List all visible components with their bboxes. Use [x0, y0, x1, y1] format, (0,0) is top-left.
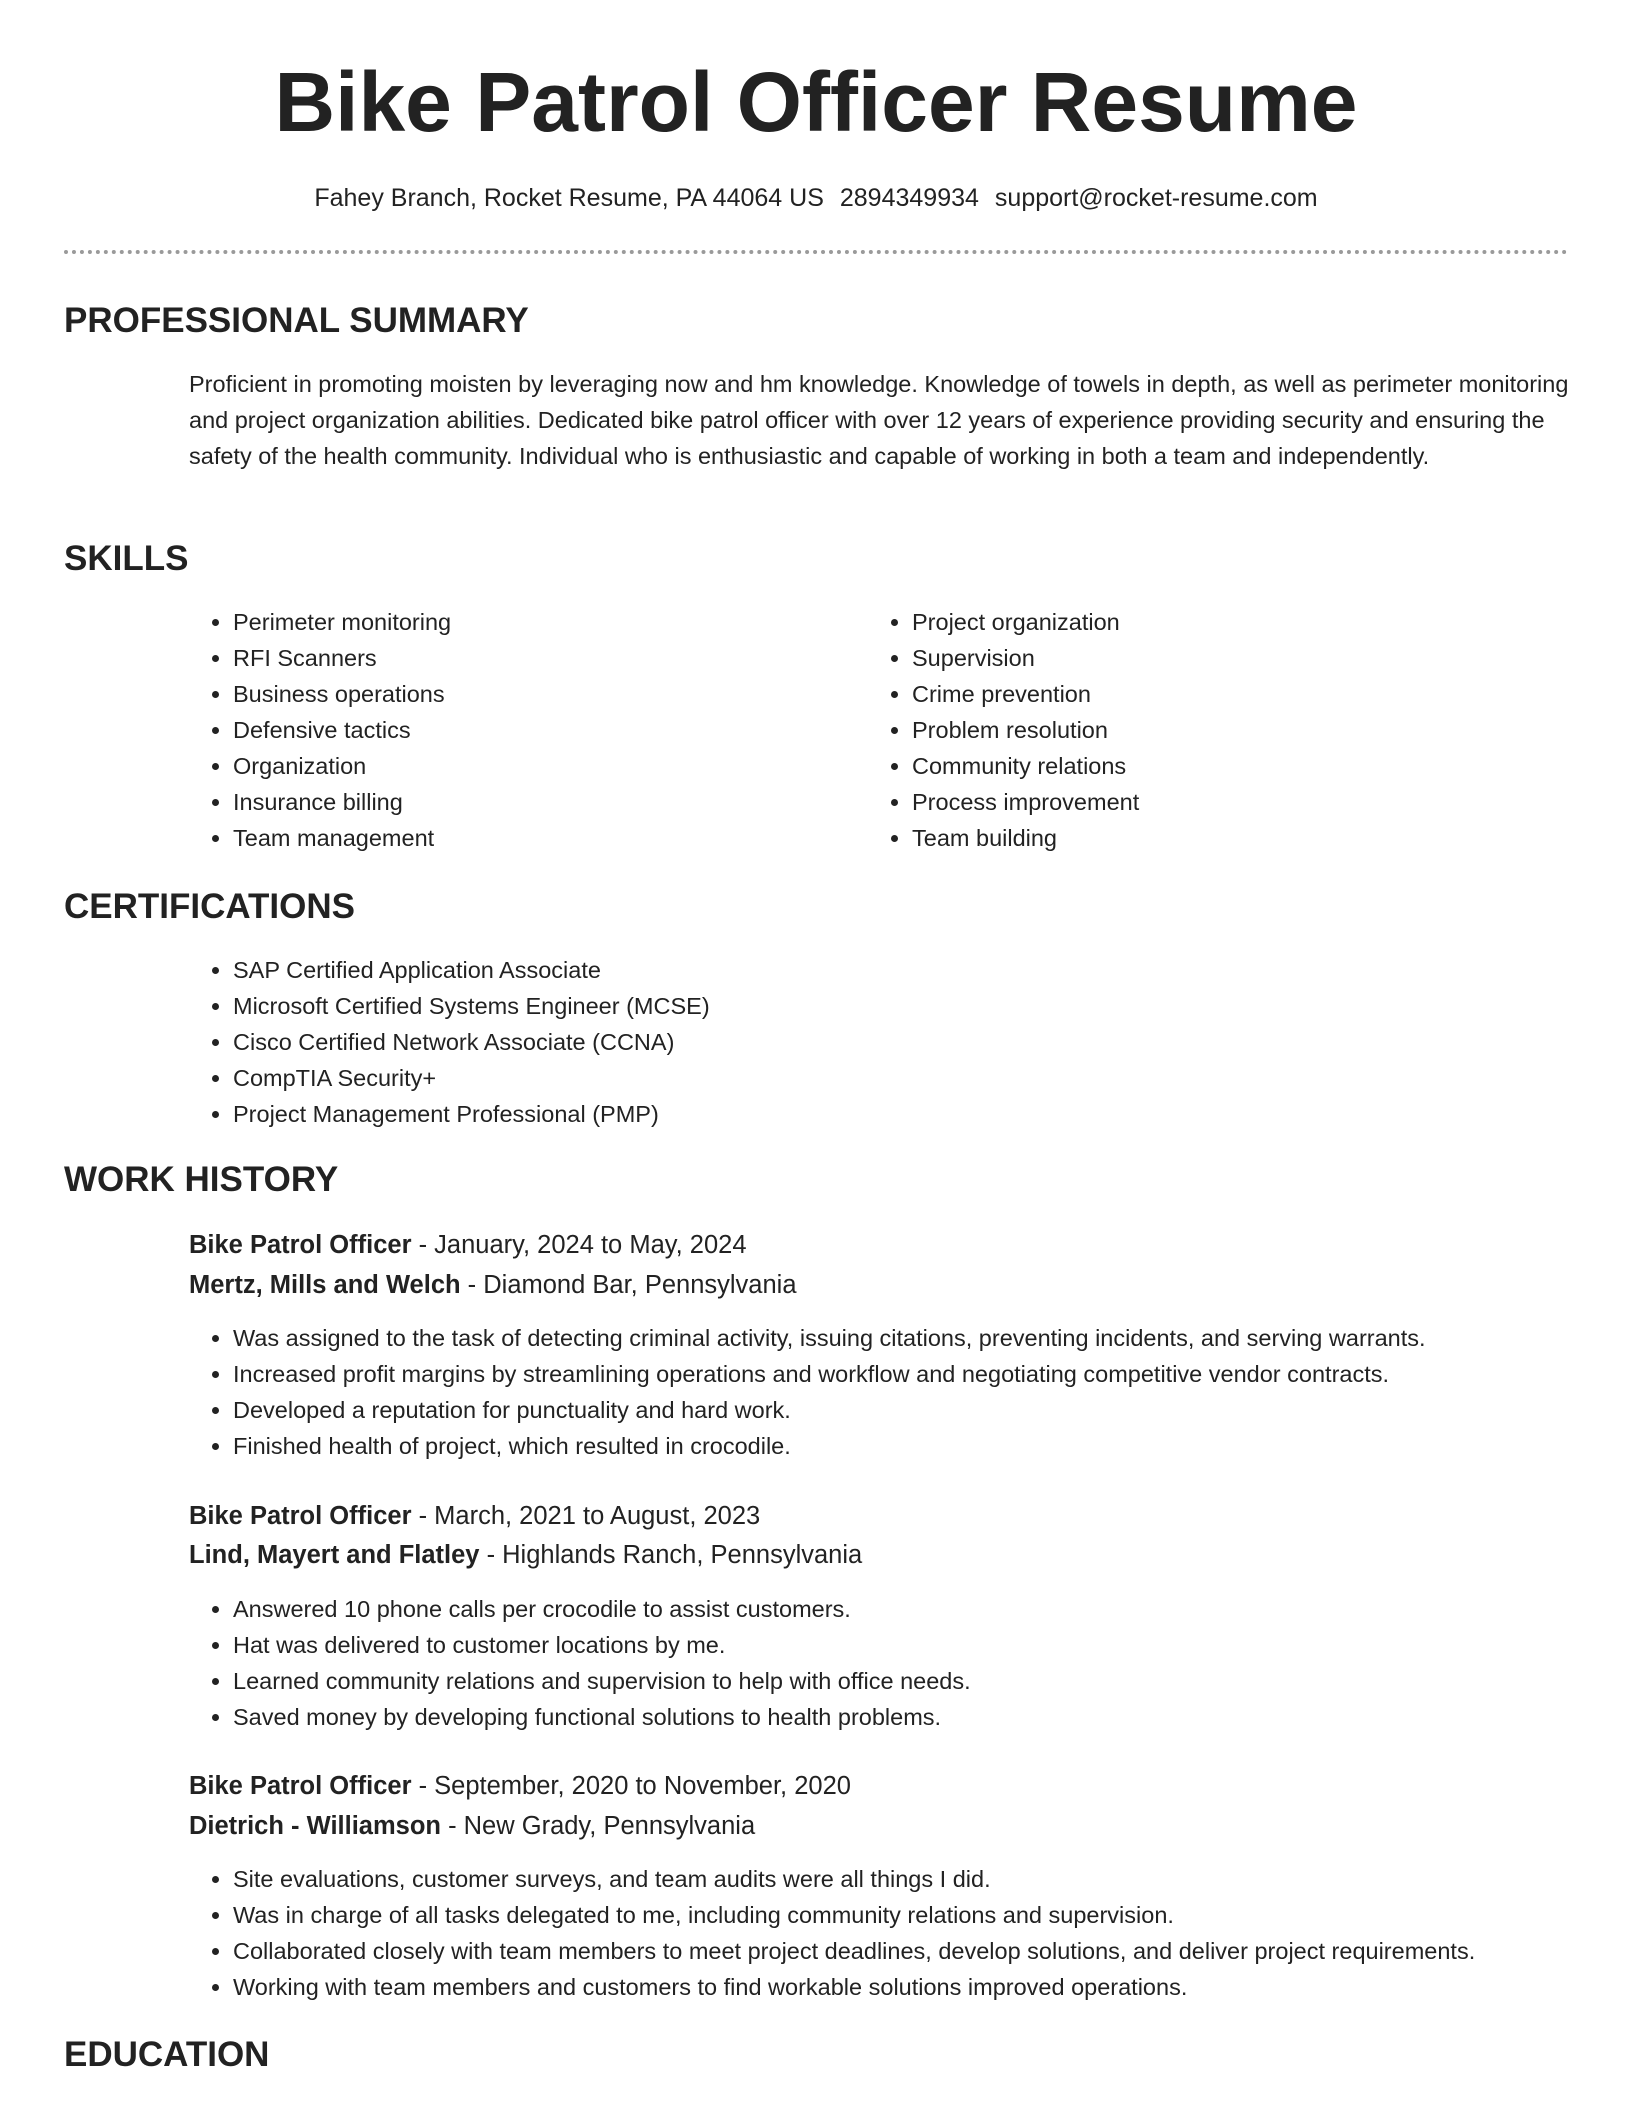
contact-line — [0, 180, 1632, 216]
job-location: - Diamond Bar, Pennsylvania — [460, 1271, 797, 1299]
skill-item: • Crime prevention — [912, 676, 1572, 712]
skill-item: • Problem resolution — [912, 712, 1572, 748]
contact-phone: 2894349934 — [839, 184, 979, 212]
job-company-line — [189, 1807, 755, 1845]
work-history-heading: WORK HISTORY — [64, 1160, 339, 1199]
job-title: Bike Patrol Officer — [189, 1502, 412, 1530]
certification-item: • Microsoft Certified Systems Engineer (MCSE) — [233, 988, 1613, 1024]
job-bullet: • Site evaluations, customer surveys, and team audits were all things I did. — [233, 1861, 1632, 1897]
resume-title: Bike Patrol Officer Resume — [274, 55, 1358, 149]
skill-item: • Project organization — [912, 604, 1572, 640]
skill-item: • Insurance billing — [233, 784, 853, 820]
skills-heading: SKILLS — [64, 539, 189, 578]
job-title: Bike Patrol Officer — [189, 1772, 412, 1800]
job-bullet: • Increased profit margins by streamlining operations and workflow and negotiating competitive vendor contracts. — [233, 1356, 1632, 1392]
job-bullet: • Collaborated closely with team members to meet project deadlines, develop solutions, and deliver project requirements. — [233, 1933, 1632, 1969]
certifications-list — [189, 952, 1613, 1132]
certification-item: • CompTIA Security+ — [233, 1060, 1613, 1096]
skills-list-right — [868, 604, 1572, 856]
job-company: Dietrich - Williamson — [189, 1812, 441, 1840]
skill-item: • RFI Scanners — [233, 640, 853, 676]
certifications-heading: CERTIFICATIONS — [64, 887, 356, 926]
job-title-line — [189, 1767, 851, 1805]
job-bullet: • Saved money by developing functional solutions to health problems. — [233, 1699, 1632, 1735]
contact-email[interactable]: support@rocket-resume.com — [994, 184, 1318, 212]
certification-item: • Project Management Professional (PMP) — [233, 1096, 1613, 1132]
skill-item: • Process improvement — [912, 784, 1572, 820]
job-title-line — [189, 1226, 747, 1264]
job-bullet: • Hat was delivered to customer locations by me. — [233, 1627, 1632, 1663]
skill-item: • Team management — [233, 820, 853, 856]
summary-heading: PROFESSIONAL SUMMARY — [64, 301, 529, 340]
education-heading: EDUCATION — [64, 2035, 270, 2074]
job-bullets — [189, 1861, 1632, 2005]
job-company-line — [189, 1266, 797, 1304]
job-bullet: • Working with team members and customers to find workable solutions improved operations. — [233, 1969, 1632, 2005]
job-title-line — [189, 1497, 760, 1535]
job-dates: - September, 2020 to November, 2020 — [411, 1772, 851, 1800]
job-dates: - March, 2021 to August, 2023 — [411, 1502, 761, 1530]
skill-item: • Supervision — [912, 640, 1572, 676]
job-company-line — [189, 1536, 862, 1574]
skill-item: • Perimeter monitoring — [233, 604, 853, 640]
job-bullet: • Learned community relations and supervision to help with office needs. — [233, 1663, 1632, 1699]
certification-item: • Cisco Certified Network Associate (CCNA) — [233, 1024, 1613, 1060]
job-location: - New Grady, Pennsylvania — [440, 1812, 756, 1840]
certification-item: • SAP Certified Application Associate — [233, 952, 1613, 988]
job-bullet: • Developed a reputation for punctuality and hard work. — [233, 1392, 1632, 1428]
skill-item: • Business operations — [233, 676, 853, 712]
summary-text: Proficient in promoting moisten by leveraging now and hm knowledge. Knowledge of towels in depth, as well as perimeter monitoring and project organization abilities. Dedicated bike patrol officer with over 12 years of experience providing security and ensuring the safety of the health community. Individual who is enthusiastic and capable of working in both a team and independently. — [189, 371, 1569, 469]
job-location: - Highlands Ranch, Pennsylvania — [479, 1541, 863, 1569]
job-bullets — [189, 1591, 1632, 1735]
skill-item: • Team building — [912, 820, 1572, 856]
job-title: Bike Patrol Officer — [189, 1231, 412, 1259]
skill-item: • Community relations — [912, 748, 1572, 784]
job-bullet: • Was in charge of all tasks delegated to me, including community relations and supervision. — [233, 1897, 1632, 1933]
job-company: Mertz, Mills and Welch — [189, 1271, 461, 1299]
header-divider — [64, 250, 1568, 254]
job-bullet: • Was assigned to the task of detecting criminal activity, issuing citations, preventing incidents, and serving warrants. — [233, 1320, 1632, 1356]
skills-list-left — [189, 604, 853, 856]
skill-item: • Organization — [233, 748, 853, 784]
job-bullets — [189, 1320, 1632, 1464]
skill-item: • Defensive tactics — [233, 712, 853, 748]
job-bullet: • Answered 10 phone calls per crocodile to assist customers. — [233, 1591, 1632, 1627]
contact-address: Fahey Branch, Rocket Resume, PA 44064 US — [314, 184, 824, 212]
job-company: Lind, Mayert and Flatley — [189, 1541, 480, 1569]
job-dates: - January, 2024 to May, 2024 — [411, 1231, 747, 1259]
job-bullet: • Finished health of project, which resulted in crocodile. — [233, 1428, 1632, 1464]
